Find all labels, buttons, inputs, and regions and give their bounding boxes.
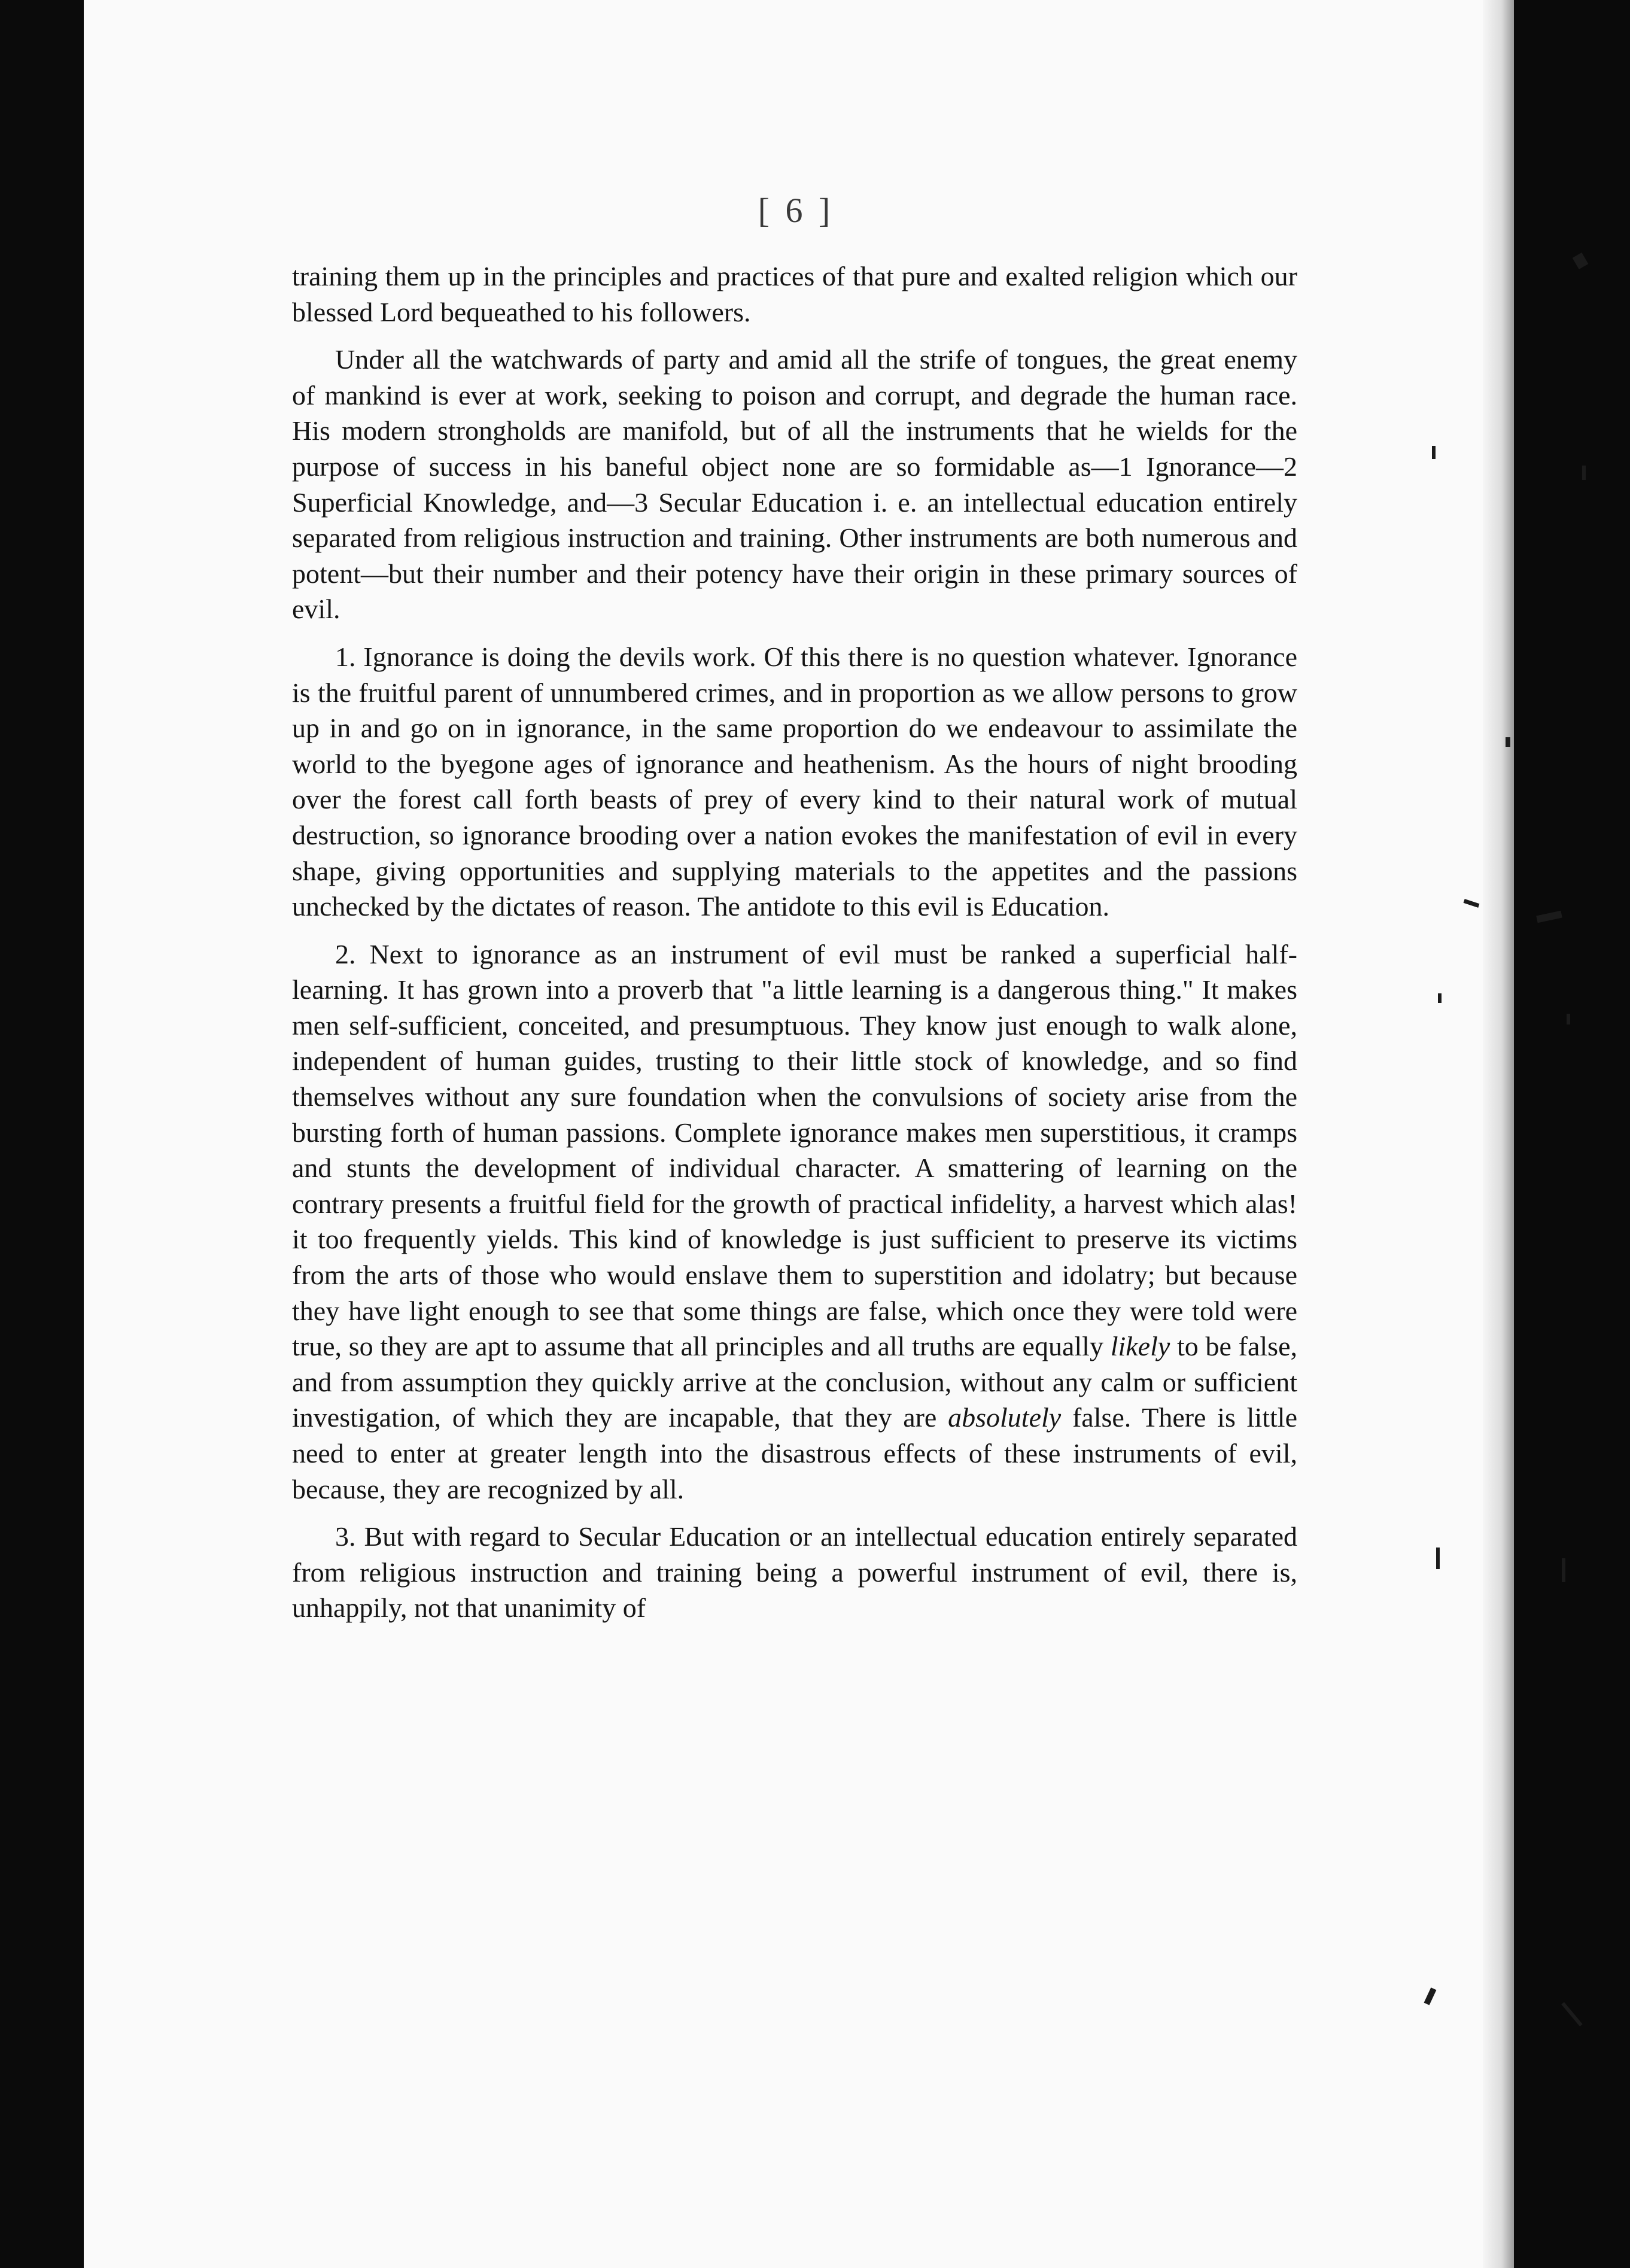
scan-border-left xyxy=(0,0,84,2268)
text-run: 2. Next to ignorance as an instrument of evil must be ranked a superficial half-learning. It has grown into a proverb that "a little learning is a dangerous thing." It makes men self-sufficient, conceited, and presumptuous. They know just enough to walk alone, independent of human guides, trusting to their little stock of knowledge, and so find themselves without any sure foundation when the convulsions of society arise from the bursting forth of human passions. Complete ignorance makes men superstitious, it cramps and stunts the development of individual character. A smattering of learning on the contrary presents a fruitful field for the growth of practical infidelity, a harvest which alas! it too frequently yields. This kind of knowledge is just sufficient to preserve its victims from the arts of those who would enslave them to superstition and idolatry; but because they have light enough to see that some things are false, which once they were told were true, so they are apt to assume that all principles and all truths are equally xyxy=(292,938,1297,1362)
page-number: [ 6 ] xyxy=(758,191,834,230)
text-run: to be false, and from assumption they quickly arrive at the conclusion, without any calm or sufficient investigation, of which they are incapable, that they are xyxy=(292,1331,1298,1433)
scan-speck xyxy=(1582,466,1586,480)
paragraph-continuation: training them up in the principles and practices of that pure and exalted religion which our blessed Lord bequeathed to his followers. xyxy=(292,261,1297,327)
scan-speck xyxy=(1562,1558,1565,1582)
scan-border-right xyxy=(1514,0,1630,2268)
paragraph-instruments-of-evil: Under all the watchwards of party and amid all the strife of tongues, the great enemy of mankind is ever at work, seeking to poison and corrupt, and degrade the human race. His modern strongholds are manifold, but of all the instruments that he wields for the purpose of success in his baneful object none are so formidable as—1 Ignorance—2 Superficial Knowledge, and—3 Secular Education i. e. an intellectual education entirely separated from religious instruction and training. Other instruments are both numerous and potent—but their number and their potency have their origin in these primary sources of evil. xyxy=(292,344,1297,625)
italic-word-likely: likely xyxy=(1110,1331,1170,1362)
body-text xyxy=(292,259,1297,1638)
scan-speck xyxy=(1438,993,1442,1003)
italic-word-absolutely: absolutely xyxy=(948,1402,1062,1433)
page-fold-shadow xyxy=(1483,0,1514,2268)
text-run: false. There is little need to enter at greater length into the disastrous effects of these instruments of evil, because, they are recognized by all. xyxy=(292,1402,1297,1504)
scan-speck xyxy=(1436,1548,1440,1569)
scan-speck xyxy=(1506,737,1510,747)
scan-speck xyxy=(1567,1014,1570,1024)
paragraph-half-learning xyxy=(292,937,1297,1507)
paragraph-ignorance: 1. Ignorance is doing the devils work. Of this there is no question whatever. Ignorance is the fruitful parent of unnumbered crimes, and in proportion as we allow persons to grow up in and go on in ignorance, in the same proportion do we endeavour to assimilate the world to the byegone ages of ignorance and heathenism. As the hours of night brooding over the forest call forth beasts of prey of every kind to their natural work of mutual destruction, so ignorance brooding over a nation evokes the manifestation of evil in every shape, giving opportunities and supplying materials to the appetites and the passions unchecked by the dictates of reason. The antidote to this evil is Education. xyxy=(292,641,1297,922)
paragraph-secular-education: 3. But with regard to Secular Education or an intellectual education entirely separated from religious instruction and training being a powerful instrument of evil, there is, unhappily, not that unanimity of xyxy=(292,1521,1297,1624)
scan-speck xyxy=(1432,446,1436,459)
